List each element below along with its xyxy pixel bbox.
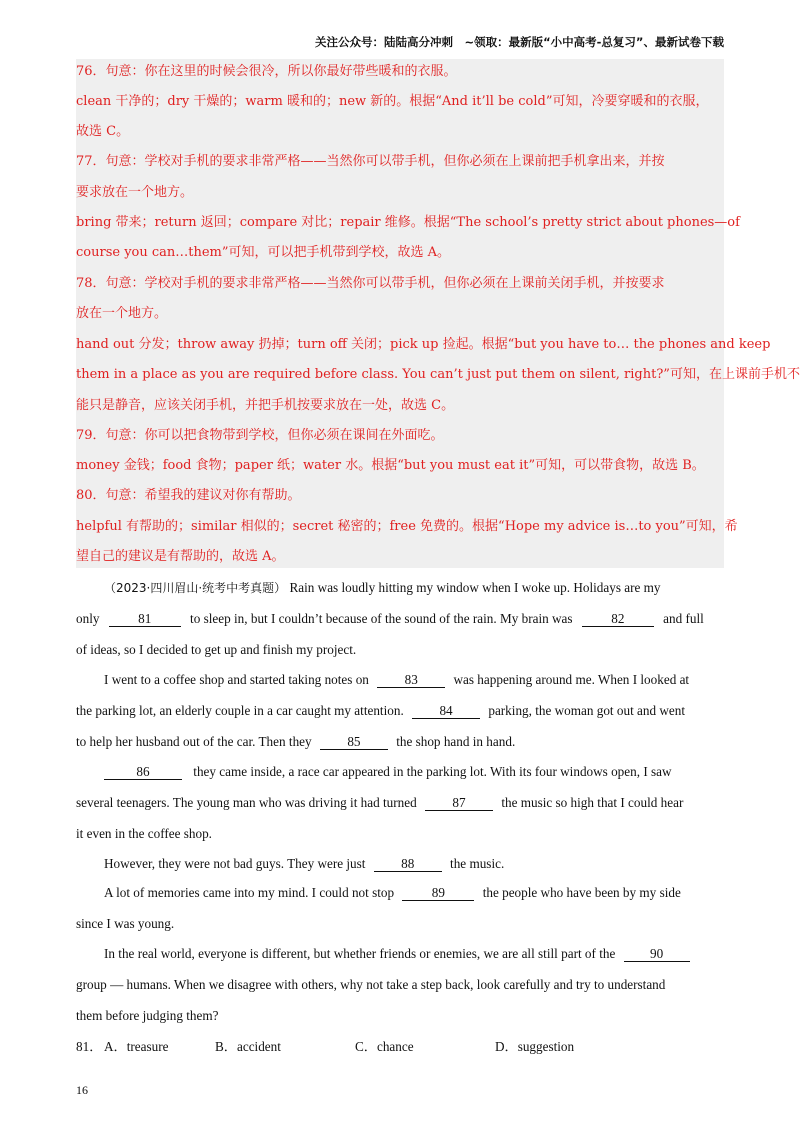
- answer-line: helpful 有帮助的；similar 相似的；secret 秘密的；free 免费的。根据“Hope my advice is…to you”可知，希: [76, 519, 738, 534]
- answer-line: 80．句意：希望我的建议对你有帮助。: [76, 488, 301, 503]
- blank-89: 89: [402, 885, 474, 901]
- answer-line: 77．句意：学校对手机的要求非常严格——当然你可以带手机，但你必须在上课前把手机拿出来，并按: [76, 154, 665, 169]
- passage-line: to help her husband out of the car. Then they 85 the shop hand in hand.: [76, 734, 516, 749]
- page-number: 16: [76, 1083, 88, 1097]
- answer-line: 79．句意：你可以把食物带到学校，但你必须在课间在外面吃。: [76, 428, 444, 443]
- answer-line: money 金钱；food 食物；paper 纸；water 水。根据“but you must eat it”可知，可以带食物，故选 B。: [76, 458, 705, 473]
- option-d: D．suggestion: [495, 1039, 575, 1054]
- answer-line: clean 干净的；dry 干燥的；warm 暖和的；new 新的。根据“And it’ll be cold”可知，冷要穿暖和的衣服，: [76, 94, 709, 109]
- passage-line: the parking lot, an elderly couple in a car caught my attention. 84 parking, the woman got out and went: [76, 703, 686, 718]
- question-source: （2023·四川眉山·统考中考真题）: [104, 581, 287, 595]
- answer-line: 76．句意：你在这里的时候会很冷，所以你最好带些暖和的衣服。: [76, 64, 457, 79]
- answer-line: bring 带来；return 返回；compare 对比；repair 维修。根据“The school’s pretty strict about phones—of: [76, 215, 740, 230]
- passage-line: of ideas, so I decided to get up and finish my project.: [76, 642, 357, 657]
- page-header: 关注公众号：陆陆高分冲刺 ~领取：最新版“小中高考-总复习”、最新试卷下载: [314, 35, 724, 49]
- passage-line: In the real world, everyone is different, but whether friends or enemies, we are all still part of the 90: [104, 944, 690, 964]
- blank-87: 87: [425, 795, 493, 811]
- answer-explanations: [76, 59, 800, 568]
- answer-line: 故选 C。: [76, 124, 130, 139]
- passage-line: them before judging them?: [76, 1008, 219, 1023]
- answer-line: 放在一个地方。: [76, 306, 168, 321]
- answer-line: 78．句意：学校对手机的要求非常严格——当然你可以带手机，但你必须在上课前关闭手机，并按要求: [76, 276, 665, 291]
- passage-line: several teenagers. The young man who was driving it had turned 87 the music so high that I could hear: [76, 795, 684, 810]
- passage-line: 86 they came inside, a race car appeared in the parking lot. With its four windows open, I saw: [104, 762, 672, 782]
- passage-line: I went to a coffee shop and started taking notes on 83 was happening around me. When I looked at: [104, 672, 690, 687]
- answer-line: hand out 分发；throw away 扔掉；turn off 关闭；pick up 捡起。根据“but you have to… the phones and keep: [76, 337, 771, 352]
- question-number: 81．: [76, 1039, 103, 1054]
- passage-line: only 81 to sleep in, but I couldn’t because of the sound of the rain. My brain was 82 and full: [76, 611, 704, 626]
- answer-line: 能只是静音，应该关闭手机，并把手机按要求放在一处，故选 C。: [76, 398, 455, 413]
- option-c: C．chance: [355, 1039, 414, 1054]
- passage-line: A lot of memories came into my mind. I could not stop 89 the people who have been by my side: [104, 885, 681, 900]
- blank-82: 82: [582, 611, 654, 627]
- option-b: B．accident: [215, 1039, 281, 1054]
- answer-line: 要求放在一个地方。: [76, 185, 194, 200]
- passage-line: group — humans. When we disagree with others, why not take a step back, look carefully and try to understand: [76, 977, 666, 992]
- passage-line: However, they were not bad guys. They were just 88 the music.: [104, 856, 505, 871]
- blank-84: 84: [412, 703, 480, 719]
- passage-line: since I was young.: [76, 916, 175, 931]
- blank-86: 86: [104, 764, 182, 780]
- blank-88: 88: [374, 856, 442, 872]
- answer-line: 望自己的建议是有帮助的，故选 A。: [76, 549, 285, 564]
- option-a: A．treasure: [104, 1039, 169, 1054]
- blank-85: 85: [320, 734, 388, 750]
- blank-83: 83: [377, 672, 445, 688]
- passage-line: it even in the coffee shop.: [76, 826, 212, 841]
- answer-line: them in a place as you are required before class. You can’t just put them on silent, right?”可知，在上课前手机不: [76, 367, 800, 382]
- answer-line: course you can…them”可知，可以把手机带到学校，故选 A。: [76, 245, 451, 260]
- blank-90: 90: [624, 946, 690, 962]
- blank-81: 81: [109, 611, 181, 627]
- passage-line: （2023·四川眉山·统考中考真题） Rain was loudly hitting my window when I woke up. Holidays are my: [104, 580, 661, 595]
